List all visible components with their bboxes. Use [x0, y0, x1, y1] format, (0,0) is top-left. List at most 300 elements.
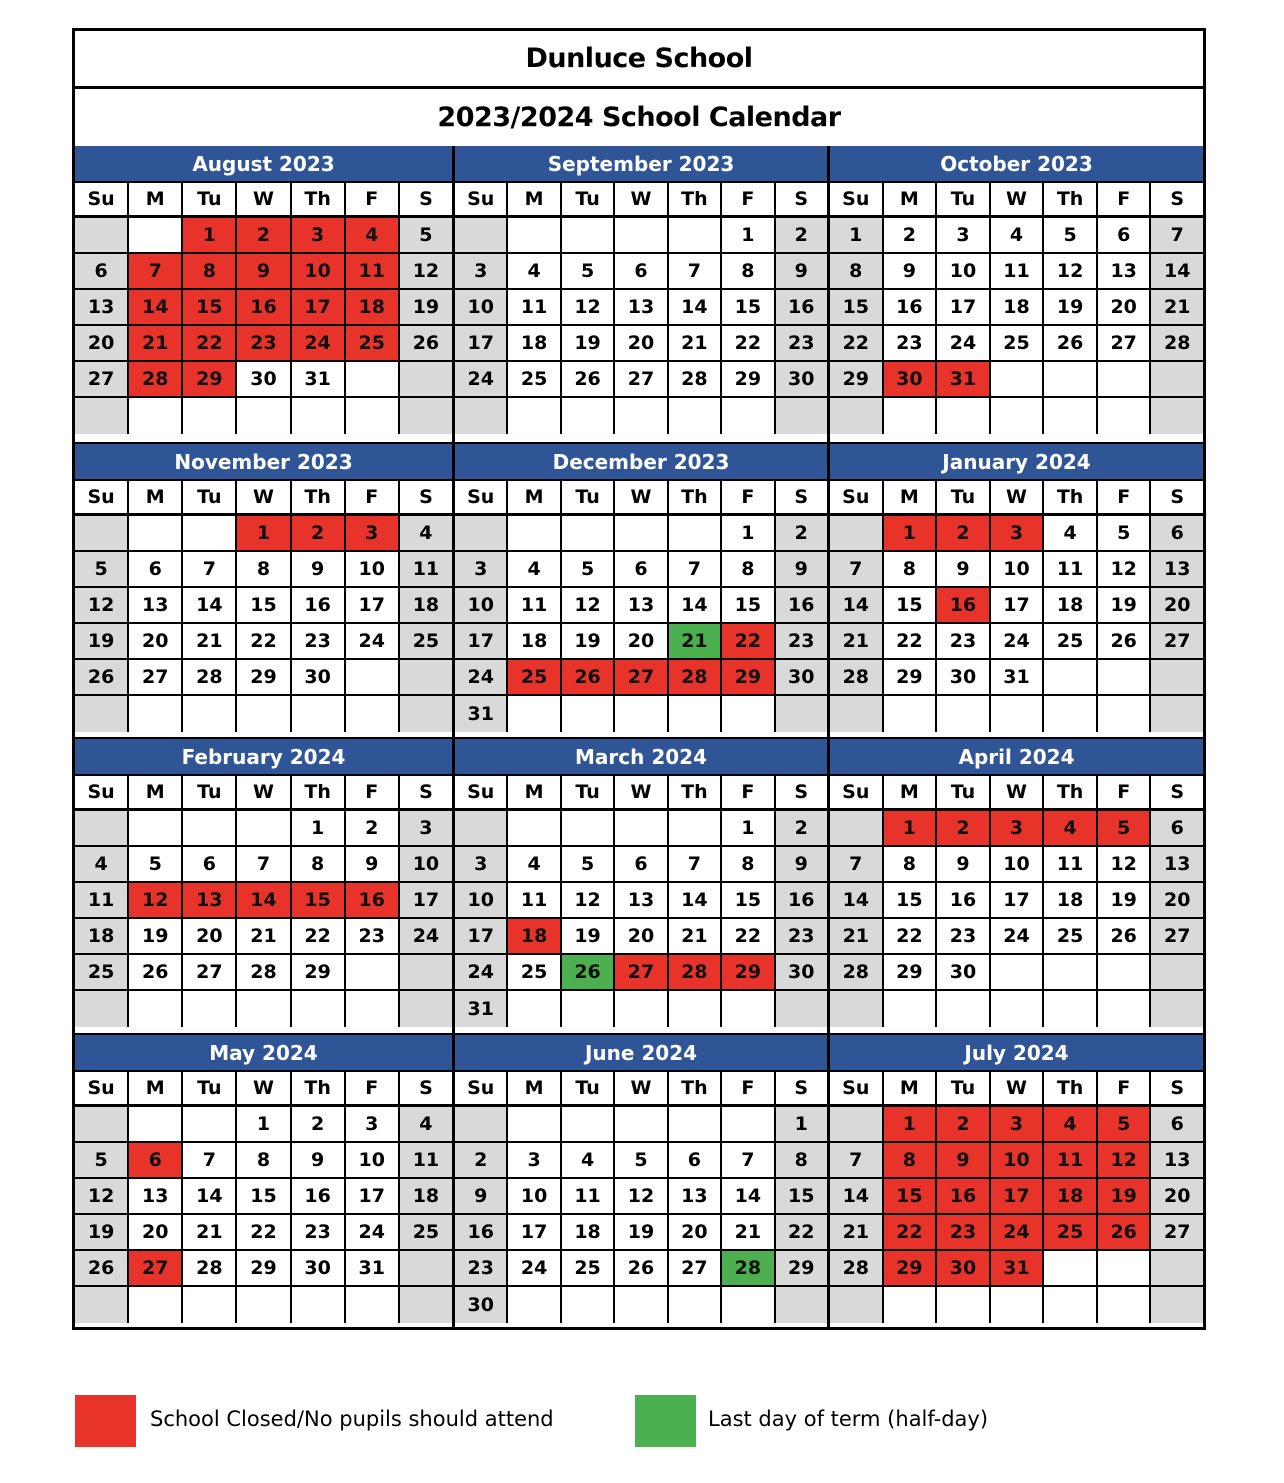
day-cell: 14 — [830, 883, 884, 917]
day-cell: 1 — [237, 1107, 291, 1141]
day-cell: 16 — [292, 588, 346, 622]
weekday-header: F — [722, 776, 775, 808]
weekday-header: Th — [1044, 481, 1098, 513]
weekday-header: Tu — [562, 481, 615, 513]
day-cell: 3 — [937, 218, 991, 252]
empty-day-cell — [292, 696, 346, 732]
empty-day-cell — [722, 398, 775, 434]
day-cell: 4 — [400, 1107, 452, 1141]
day-cell: 6 — [1151, 516, 1203, 550]
day-cell: 18 — [1044, 588, 1098, 622]
day-cell: 13 — [75, 290, 129, 324]
weekday-header: W — [615, 183, 668, 215]
empty-day-cell — [562, 991, 615, 1027]
closed-day-cell: 2 — [937, 1107, 991, 1141]
day-cell: 5 — [75, 552, 129, 586]
weekday-header: Th — [1044, 1072, 1098, 1104]
closed-day-cell: 18 — [1044, 1179, 1098, 1213]
day-cell: 7 — [830, 847, 884, 881]
closed-day-cell: 13 — [183, 883, 237, 917]
empty-day-cell — [75, 811, 129, 845]
day-cell: 12 — [1098, 552, 1152, 586]
day-cell: 30 — [937, 660, 991, 694]
empty-day-cell — [129, 991, 183, 1027]
weekday-header: W — [237, 776, 291, 808]
closed-day-cell: 23 — [237, 326, 291, 360]
day-cell: 25 — [508, 955, 561, 989]
empty-day-cell — [1151, 696, 1203, 732]
day-cell: 8 — [722, 254, 775, 288]
weekday-header: S — [794, 486, 809, 508]
day-cell: 17 — [455, 919, 508, 953]
weekday-header: Su — [830, 481, 884, 513]
day-cell: 26 — [129, 955, 183, 989]
day-cell: 19 — [1098, 883, 1152, 917]
empty-day-cell — [1098, 398, 1152, 434]
week-row — [455, 254, 827, 290]
empty-day-cell — [776, 696, 827, 732]
week-row — [75, 847, 452, 883]
weekday-header: F — [346, 776, 400, 808]
day-cell: 16 — [937, 883, 991, 917]
week-row — [830, 290, 1203, 326]
empty-day-cell — [830, 1107, 884, 1141]
day-cell: 4 — [508, 254, 561, 288]
day-cell: 18 — [75, 919, 129, 953]
day-cell: 1 — [722, 218, 775, 252]
day-cell: 30 — [776, 660, 827, 694]
closed-day-cell: 24 — [292, 326, 346, 360]
day-cell: 27 — [1151, 1215, 1203, 1249]
empty-day-cell — [562, 1107, 615, 1141]
closed-day-cell: 28 — [669, 955, 722, 989]
closed-day-cell: 2 — [937, 516, 991, 550]
empty-day-cell — [1044, 991, 1098, 1027]
day-cell: 6 — [75, 254, 129, 288]
day-cell: 12 — [1098, 847, 1152, 881]
day-cell: 4 — [75, 847, 129, 881]
weekday-header: S — [794, 1077, 809, 1099]
week-row — [75, 955, 452, 991]
week-row — [455, 847, 827, 883]
day-cell: 30 — [455, 1287, 508, 1323]
weekday-header: M — [508, 1072, 561, 1104]
day-cell: 19 — [562, 919, 615, 953]
empty-day-cell — [508, 398, 561, 434]
day-cell: 24 — [937, 326, 991, 360]
empty-day-cell — [669, 516, 722, 550]
last-day-cell: 28 — [722, 1251, 775, 1285]
closed-day-cell: 27 — [129, 1251, 183, 1285]
month-title: August 2023 — [75, 146, 452, 183]
week-row — [455, 1215, 827, 1251]
day-cell: 29 — [722, 362, 775, 396]
weekday-header: W — [615, 776, 668, 808]
day-cell: 14 — [183, 1179, 237, 1213]
day-cell: 2 — [776, 811, 827, 845]
day-cell: 9 — [937, 552, 991, 586]
day-cell: 30 — [776, 362, 827, 396]
weekday-header: M — [508, 776, 561, 808]
day-cell: 15 — [722, 588, 775, 622]
weekday-header: S — [794, 781, 809, 803]
day-cell: 29 — [884, 955, 938, 989]
weekday-header: Tu — [937, 1072, 991, 1104]
day-cell: 24 — [455, 955, 508, 989]
closed-day-cell: 10 — [991, 1143, 1045, 1177]
weekday-header: S — [1170, 486, 1185, 508]
day-cell: 19 — [400, 290, 452, 324]
day-cell: 1 — [722, 516, 775, 550]
week-row — [75, 516, 452, 552]
empty-day-cell — [830, 696, 884, 732]
day-cell: 29 — [292, 955, 346, 989]
day-cell: 29 — [830, 362, 884, 396]
weekday-header: F — [722, 183, 775, 215]
weekday-header: Th — [669, 481, 722, 513]
week-row — [75, 218, 452, 254]
weekday-header: M — [884, 776, 938, 808]
day-cell: 25 — [400, 1215, 452, 1249]
day-cell: 20 — [1151, 883, 1203, 917]
empty-day-cell — [1044, 696, 1098, 732]
closed-day-cell: 15 — [292, 883, 346, 917]
day-cell: 6 — [615, 254, 668, 288]
empty-day-cell — [991, 398, 1045, 434]
day-cell: 25 — [562, 1251, 615, 1285]
empty-day-cell — [1098, 1251, 1152, 1285]
day-cell: 24 — [991, 919, 1045, 953]
day-cell: 9 — [346, 847, 400, 881]
day-cell: 27 — [129, 660, 183, 694]
closed-day-cell: 24 — [991, 1215, 1045, 1249]
closed-day-cell: 29 — [722, 660, 775, 694]
day-cell: 28 — [830, 955, 884, 989]
day-cell: 10 — [346, 1143, 400, 1177]
day-cell: 15 — [776, 1179, 827, 1213]
day-cell: 26 — [1098, 919, 1152, 953]
week-row — [830, 847, 1203, 883]
week-row — [830, 696, 1203, 732]
empty-day-cell — [615, 811, 668, 845]
weekday-header: F — [1098, 183, 1152, 215]
month-august-2023 — [75, 146, 452, 442]
day-cell: 18 — [400, 588, 452, 622]
day-cell: 13 — [1151, 552, 1203, 586]
day-cell: 4 — [562, 1143, 615, 1177]
month-title: October 2023 — [830, 146, 1203, 183]
empty-day-cell — [884, 991, 938, 1027]
day-cell: 12 — [615, 1179, 668, 1213]
day-cell: 20 — [615, 919, 668, 953]
empty-day-cell — [615, 696, 668, 732]
day-cell: 2 — [776, 218, 827, 252]
day-cell: 19 — [562, 624, 615, 658]
weekday-header-row — [455, 1072, 827, 1107]
day-cell: 20 — [1151, 1179, 1203, 1213]
closed-day-cell: 1 — [884, 811, 938, 845]
month-june-2024 — [452, 1033, 827, 1327]
weekday-header: M — [884, 1072, 938, 1104]
closed-day-cell: 2 — [237, 218, 291, 252]
day-cell: 28 — [669, 362, 722, 396]
day-cell: 11 — [75, 883, 129, 917]
weekday-header: Tu — [562, 183, 615, 215]
weekday-header: Th — [292, 481, 346, 513]
closed-day-cell: 11 — [1044, 1143, 1098, 1177]
day-cell: 9 — [292, 552, 346, 586]
closed-day-cell: 8 — [884, 1143, 938, 1177]
empty-day-cell — [1151, 1251, 1203, 1285]
day-cell: 25 — [508, 362, 561, 396]
empty-day-cell — [237, 398, 291, 434]
empty-day-cell — [1098, 991, 1152, 1027]
week-row — [455, 290, 827, 326]
day-cell: 30 — [937, 955, 991, 989]
day-cell: 22 — [722, 326, 775, 360]
closed-legend-swatch — [75, 1395, 136, 1447]
weekday-header: F — [1098, 1072, 1152, 1104]
empty-day-cell — [183, 811, 237, 845]
weekday-header: W — [991, 776, 1045, 808]
empty-day-cell — [508, 991, 561, 1027]
weekday-header-row — [455, 183, 827, 218]
day-cell: 22 — [776, 1215, 827, 1249]
closed-day-cell: 25 — [508, 660, 561, 694]
closed-day-cell: 22 — [722, 624, 775, 658]
day-cell: 16 — [776, 290, 827, 324]
empty-day-cell — [562, 1287, 615, 1323]
empty-day-cell — [1151, 955, 1203, 989]
weekday-header: Su — [75, 776, 129, 808]
closed-day-cell: 17 — [292, 290, 346, 324]
day-cell: 17 — [508, 1215, 561, 1249]
day-cell: 7 — [183, 552, 237, 586]
day-cell: 7 — [1151, 218, 1203, 252]
empty-day-cell — [722, 696, 775, 732]
day-cell: 1 — [722, 811, 775, 845]
weekday-header-row — [75, 1072, 452, 1107]
day-cell: 26 — [562, 362, 615, 396]
day-cell: 9 — [884, 254, 938, 288]
closed-day-cell: 27 — [615, 955, 668, 989]
empty-day-cell — [615, 398, 668, 434]
empty-day-cell — [400, 660, 452, 694]
empty-day-cell — [1044, 1251, 1098, 1285]
empty-day-cell — [562, 218, 615, 252]
day-cell: 13 — [1098, 254, 1152, 288]
day-cell: 13 — [669, 1179, 722, 1213]
last-day-cell: 26 — [562, 955, 615, 989]
day-cell: 4 — [400, 516, 452, 550]
day-cell: 13 — [615, 883, 668, 917]
empty-day-cell — [937, 991, 991, 1027]
calendar-title: 2023/2024 School Calendar — [75, 89, 1203, 146]
closed-day-cell: 28 — [669, 660, 722, 694]
day-cell: 7 — [669, 552, 722, 586]
empty-day-cell — [237, 991, 291, 1027]
day-cell: 2 — [776, 516, 827, 550]
weekday-header-row — [75, 481, 452, 516]
day-cell: 15 — [884, 588, 938, 622]
day-cell: 28 — [183, 660, 237, 694]
empty-day-cell — [183, 696, 237, 732]
closed-day-cell: 2 — [937, 811, 991, 845]
weekday-header: F — [1098, 481, 1152, 513]
day-cell: 6 — [669, 1143, 722, 1177]
weekday-header: S — [419, 188, 433, 210]
closed-day-cell: 16 — [346, 883, 400, 917]
closed-day-cell: 28 — [129, 362, 183, 396]
day-cell: 5 — [562, 254, 615, 288]
day-cell: 15 — [237, 588, 291, 622]
day-cell: 26 — [400, 326, 452, 360]
closed-day-cell: 3 — [991, 516, 1045, 550]
month-march-2024 — [452, 737, 827, 1033]
day-cell: 12 — [1044, 254, 1098, 288]
week-row — [75, 1143, 452, 1179]
weekday-header: Su — [455, 183, 508, 215]
weekday-header: M — [129, 776, 183, 808]
day-cell: 15 — [722, 290, 775, 324]
month-title: November 2023 — [75, 444, 452, 481]
day-cell: 10 — [455, 290, 508, 324]
day-cell: 5 — [1098, 516, 1152, 550]
empty-day-cell — [776, 398, 827, 434]
day-cell: 9 — [455, 1179, 508, 1213]
day-cell: 27 — [1151, 624, 1203, 658]
day-cell: 8 — [830, 254, 884, 288]
day-cell: 23 — [455, 1251, 508, 1285]
closed-day-cell: 4 — [1044, 1107, 1098, 1141]
day-cell: 4 — [991, 218, 1045, 252]
closed-day-cell: 19 — [1098, 1179, 1152, 1213]
day-cell: 12 — [562, 883, 615, 917]
month-december-2023 — [452, 442, 827, 737]
closed-day-cell: 1 — [237, 516, 291, 550]
empty-day-cell — [1098, 660, 1152, 694]
closed-day-cell: 29 — [722, 955, 775, 989]
weekday-header: Su — [830, 1072, 884, 1104]
closed-day-cell: 14 — [237, 883, 291, 917]
closed-legend-label: School Closed/No pupils should attend — [150, 1407, 554, 1431]
empty-day-cell — [129, 1107, 183, 1141]
day-cell: 31 — [991, 660, 1045, 694]
empty-day-cell — [776, 991, 827, 1027]
empty-day-cell — [615, 1287, 668, 1323]
empty-day-cell — [1044, 398, 1098, 434]
weekday-header: W — [991, 481, 1045, 513]
day-cell: 5 — [562, 847, 615, 881]
day-cell: 19 — [1098, 588, 1152, 622]
weekday-header-row — [830, 183, 1203, 218]
weekday-header: F — [1098, 776, 1152, 808]
weekday-header: Su — [75, 1072, 129, 1104]
empty-day-cell — [75, 218, 129, 252]
week-row — [455, 660, 827, 696]
day-cell: 13 — [615, 588, 668, 622]
empty-day-cell — [400, 991, 452, 1027]
week-row — [75, 624, 452, 660]
week-row — [75, 588, 452, 624]
week-row — [455, 516, 827, 552]
empty-day-cell — [1098, 955, 1152, 989]
day-cell: 5 — [400, 218, 452, 252]
empty-day-cell — [830, 811, 884, 845]
day-cell: 23 — [292, 1215, 346, 1249]
month-title: December 2023 — [455, 444, 827, 481]
week-row — [830, 398, 1203, 434]
empty-day-cell — [400, 955, 452, 989]
day-cell: 31 — [455, 991, 508, 1027]
closed-day-cell: 9 — [237, 254, 291, 288]
day-cell: 13 — [1151, 847, 1203, 881]
day-cell: 27 — [669, 1251, 722, 1285]
empty-day-cell — [129, 696, 183, 732]
closed-day-cell: 14 — [129, 290, 183, 324]
empty-day-cell — [1098, 696, 1152, 732]
weekday-header: Tu — [183, 183, 237, 215]
day-cell: 22 — [237, 1215, 291, 1249]
weekday-header: M — [129, 481, 183, 513]
day-cell: 11 — [991, 254, 1045, 288]
empty-day-cell — [75, 516, 129, 550]
day-cell: 16 — [776, 883, 827, 917]
day-cell: 13 — [615, 290, 668, 324]
closed-day-cell: 30 — [937, 1251, 991, 1285]
week-row — [455, 1179, 827, 1215]
last-day-legend-label: Last day of term (half-day) — [708, 1407, 989, 1431]
week-row — [830, 811, 1203, 847]
empty-day-cell — [830, 516, 884, 550]
week-row — [830, 362, 1203, 398]
week-row — [75, 696, 452, 732]
day-cell: 7 — [669, 847, 722, 881]
empty-day-cell — [937, 398, 991, 434]
day-cell: 19 — [75, 1215, 129, 1249]
day-cell: 23 — [884, 326, 938, 360]
empty-day-cell — [75, 1107, 129, 1141]
empty-day-cell — [1044, 1287, 1098, 1323]
week-row — [75, 883, 452, 919]
empty-day-cell — [991, 696, 1045, 732]
week-row — [830, 1251, 1203, 1287]
closed-day-cell: 3 — [991, 1107, 1045, 1141]
empty-day-cell — [562, 696, 615, 732]
week-row — [75, 362, 452, 398]
week-row — [830, 624, 1203, 660]
day-cell: 22 — [830, 326, 884, 360]
empty-day-cell — [937, 1287, 991, 1323]
day-cell: 13 — [1151, 1143, 1203, 1177]
weekday-header: Su — [75, 183, 129, 215]
weekday-header: F — [346, 481, 400, 513]
empty-day-cell — [991, 991, 1045, 1027]
weekday-header: M — [508, 183, 561, 215]
day-cell: 29 — [884, 660, 938, 694]
empty-day-cell — [183, 398, 237, 434]
month-july-2024 — [827, 1033, 1203, 1327]
day-cell: 19 — [562, 326, 615, 360]
week-row — [830, 991, 1203, 1027]
week-row — [75, 552, 452, 588]
day-cell: 3 — [400, 811, 452, 845]
day-cell: 8 — [237, 1143, 291, 1177]
day-cell: 8 — [722, 552, 775, 586]
empty-day-cell — [1044, 660, 1098, 694]
empty-day-cell — [884, 1287, 938, 1323]
closed-day-cell: 15 — [183, 290, 237, 324]
